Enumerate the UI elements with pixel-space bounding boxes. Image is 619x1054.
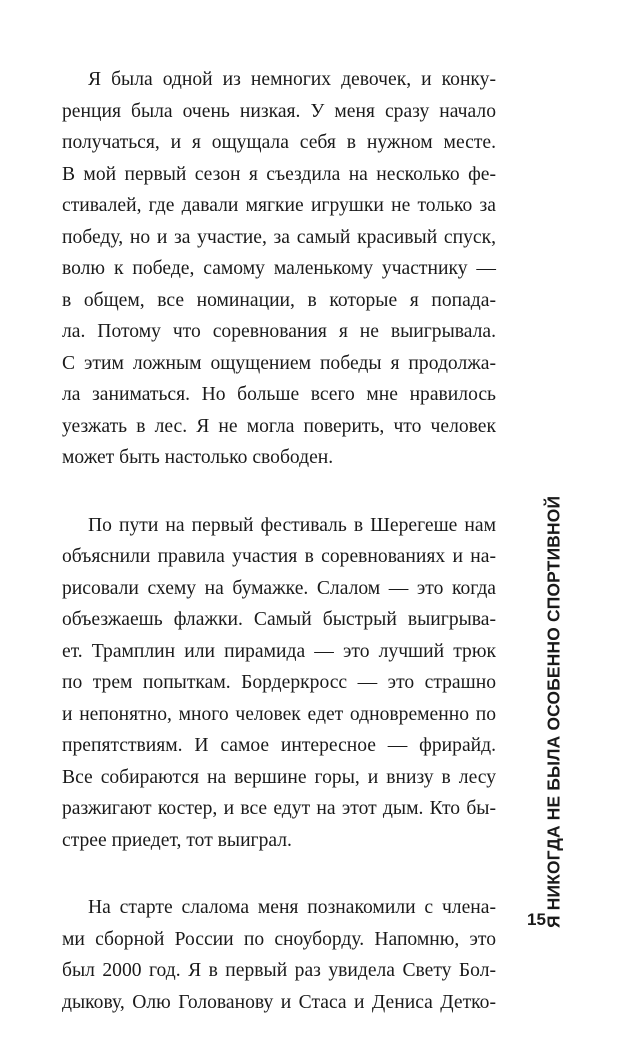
running-head-text: Я НИКОГДА НЕ БЫЛА ОСОБЕННО СПОРТИВНОЙ (543, 495, 564, 928)
running-head (542, 66, 566, 928)
text-line: стрее приедет, тот выиграл. (62, 829, 292, 851)
text-line: ет. Трамплин или пирамида — это лучший трюк (62, 640, 496, 662)
text-line: Я была одной из немногих девочек, и конку- (88, 69, 496, 90)
text-line: дыкову, Олю Голованову и Стаса и Дениса Детко- (62, 991, 496, 1013)
text-line: объезжаешь флажки. Самый быстрый выигрыва- (62, 609, 496, 630)
text-line: победу, но и за участие, за самый красивый спуск, (62, 226, 496, 248)
body-text (62, 64, 496, 1054)
text-line: препятствиям. И самое интересное — фрирайд. (62, 735, 496, 756)
text-line: по трем попыткам. Бордеркросс — это страшно (62, 672, 496, 693)
text-line: в общем, все номинации, в которые я попада- (62, 289, 496, 311)
text-line: стивалей, где давали мягкие игрушки не только за (62, 195, 496, 216)
text-line: волю к победе, самому маленькому участнику — (62, 258, 496, 279)
text-line: разжигают костер, и все едут на этот дым. Кто бы- (62, 798, 496, 819)
text-line: По пути на первый фестиваль в Шерегеше нам (88, 514, 496, 536)
text-line: получаться, и я ощущала себя в нужном месте. (62, 132, 496, 153)
paragraph-3 (62, 892, 496, 1018)
text-line: рисовали схему на бумажке. Слалом — это когда (62, 577, 496, 599)
text-line: объяснили правила участия в соревнованиях и на- (62, 546, 496, 567)
text-line: ла заниматься. Но больше всего мне нравилось (62, 384, 496, 405)
paragraph-1 (62, 64, 496, 474)
text-line: уезжать в лес. Я не могла поверить, что человек (62, 415, 496, 437)
text-line: ренция была очень низкая. У меня сразу начало (62, 100, 496, 122)
text-line: ла. Потому что соревнования я не выигрывала. (62, 321, 496, 342)
text-line: В мой первый сезон я съездила на несколько фе- (62, 163, 496, 185)
text-line: На старте слалома меня познакомили с члена- (88, 897, 496, 918)
text-line: был 2000 год. Я в первый раз увидела Свету Бол- (62, 960, 496, 981)
paragraph-2 (62, 510, 496, 857)
page-number: 15 (527, 910, 546, 929)
text-line: может быть настолько свободен. (62, 447, 334, 468)
text-line: Все собираются на вершине горы, и внизу в лесу (62, 766, 496, 788)
text-line: и непонятно, много человек едет одновременно по (62, 703, 496, 725)
text-line: С этим ложным ощущением победы я продолжа- (62, 352, 496, 374)
text-line: ми сборной России по сноуборду. Напомню, это (62, 928, 496, 950)
